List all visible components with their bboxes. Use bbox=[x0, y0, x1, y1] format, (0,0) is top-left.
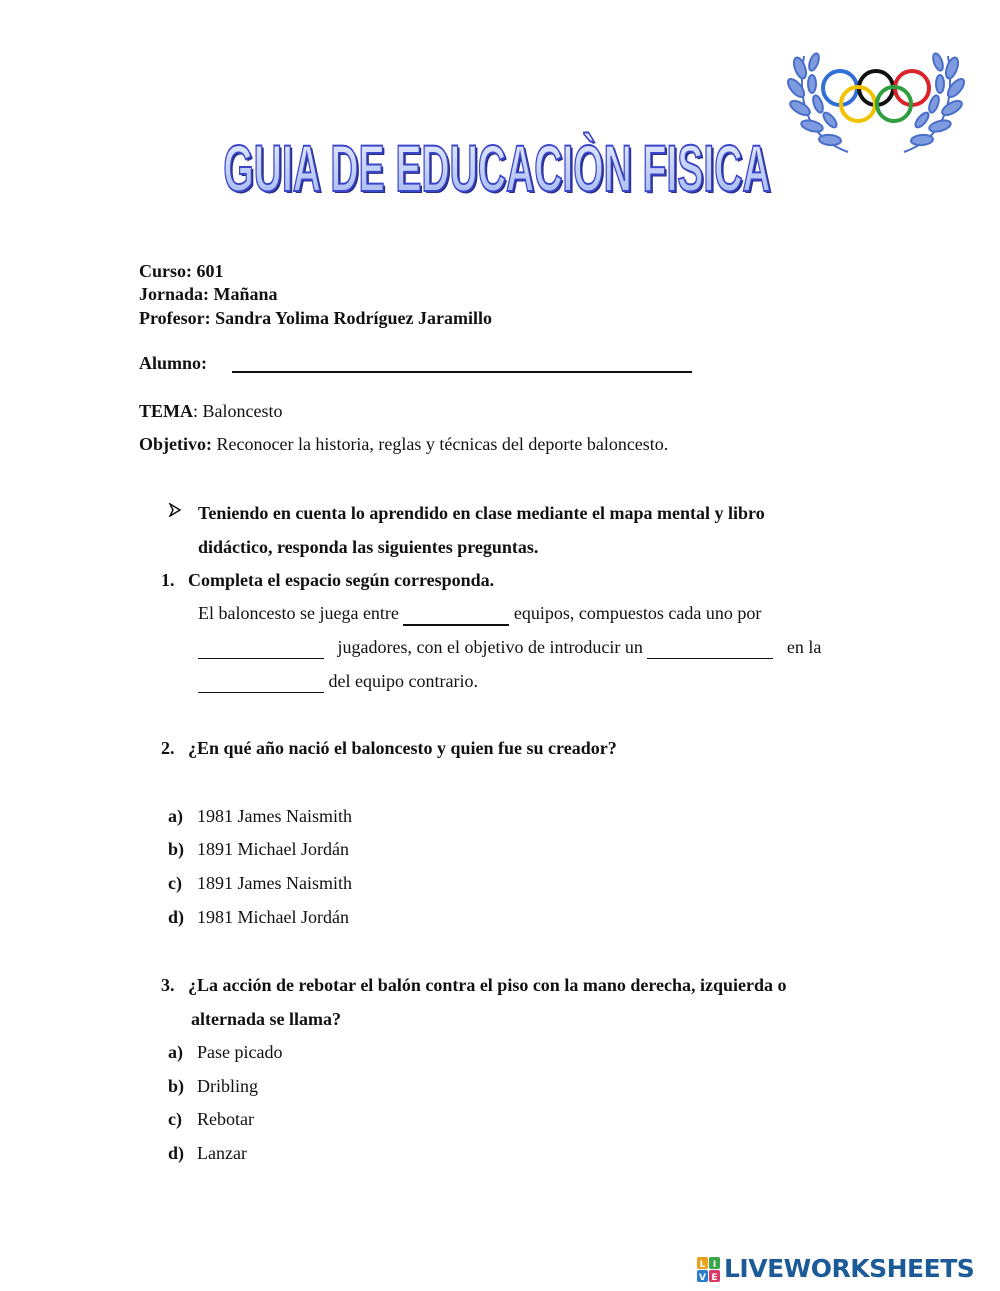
option-text: Lanzar bbox=[197, 1143, 247, 1163]
option-text: 1891 Michael Jordán bbox=[197, 839, 349, 859]
option-letter: b) bbox=[168, 839, 185, 859]
q1-line-3 bbox=[198, 670, 478, 693]
blank-players[interactable] bbox=[198, 636, 324, 659]
blank-object[interactable] bbox=[647, 636, 773, 659]
question-text: Completa el espacio según corresponda. bbox=[188, 570, 495, 590]
q3-option-d[interactable] bbox=[168, 1142, 247, 1164]
question-2 bbox=[161, 737, 617, 759]
q1-line-2 bbox=[198, 636, 821, 659]
topic-value: : Baloncesto bbox=[193, 401, 283, 421]
q2-option-a[interactable] bbox=[168, 805, 352, 827]
option-letter: a) bbox=[168, 1042, 183, 1062]
arrow-bullet-icon bbox=[168, 503, 182, 522]
q1-line-1 bbox=[198, 602, 761, 626]
option-letter: a) bbox=[168, 806, 183, 826]
worksheet-title bbox=[218, 125, 778, 205]
option-letter: c) bbox=[168, 873, 182, 893]
student-name-line[interactable] bbox=[232, 371, 692, 373]
option-text: Rebotar bbox=[197, 1109, 254, 1129]
svg-text:GUIA DE EDUCACIÒN FISICA: GUIA DE EDUCACIÒN FISICA bbox=[225, 134, 773, 205]
q2-option-c[interactable] bbox=[168, 872, 352, 894]
olympic-rings-icon bbox=[823, 71, 929, 121]
question-number: 2. bbox=[161, 738, 175, 758]
objective-line bbox=[139, 433, 668, 455]
topic-label: TEMA bbox=[139, 401, 193, 421]
question-3-line-2: alternada se llama? bbox=[191, 1009, 341, 1029]
q2-option-d[interactable] bbox=[168, 906, 349, 928]
laurel-right-icon bbox=[904, 52, 966, 152]
q3-option-a[interactable] bbox=[168, 1041, 282, 1063]
option-letter: c) bbox=[168, 1109, 182, 1129]
instruction-line-1: Teniendo en cuenta lo aprendido en clase mediante el mapa mental y libro bbox=[198, 503, 765, 523]
blank-target[interactable] bbox=[198, 670, 324, 693]
option-text: Dribling bbox=[197, 1076, 258, 1096]
q2-option-b[interactable] bbox=[168, 838, 349, 860]
instruction-line-2: didáctico, responda las siguientes preguntas. bbox=[198, 537, 539, 557]
liveworksheets-brand: LIVEWORKSHEETS bbox=[724, 1254, 975, 1283]
q3-option-b[interactable] bbox=[168, 1075, 258, 1097]
question-number: 1. bbox=[161, 570, 175, 590]
svg-text:E: E bbox=[711, 1273, 718, 1283]
svg-text:V: V bbox=[699, 1273, 706, 1283]
liveworksheets-badge-icon bbox=[696, 1256, 722, 1284]
option-letter: b) bbox=[168, 1076, 185, 1096]
svg-text:GUIA DE EDUCACIÒN FISICA: GUIA DE EDUCACIÒN FISICA bbox=[223, 132, 771, 205]
laurel-left-icon bbox=[786, 52, 848, 152]
blank-teams[interactable] bbox=[403, 602, 509, 626]
question-3 bbox=[161, 974, 786, 996]
option-letter: d) bbox=[168, 907, 185, 927]
question-text: ¿La acción de rebotar el balón contra el piso con la mano derecha, izquierda o bbox=[188, 975, 787, 995]
objective-label: Objetivo: bbox=[139, 434, 212, 454]
shift-label: Jornada: Mañana bbox=[139, 284, 278, 304]
option-text: 1981 James Naismith bbox=[197, 806, 352, 826]
option-text: 1981 Michael Jordán bbox=[197, 907, 349, 927]
question-text: ¿En qué año nació el baloncesto y quien fue su creador? bbox=[188, 738, 617, 758]
question-number: 3. bbox=[161, 975, 175, 995]
option-text: Pase picado bbox=[197, 1042, 283, 1062]
option-text: 1891 James Naismith bbox=[197, 873, 352, 893]
q1-text-1: El baloncesto se juega entre bbox=[198, 603, 404, 623]
svg-text:L: L bbox=[699, 1260, 706, 1270]
q1-text-3: jugadores, con el objetivo de introducir un bbox=[337, 637, 648, 657]
topic-line bbox=[139, 400, 282, 422]
course-label: Curso: 601 bbox=[139, 261, 224, 281]
q1-text-5: del equipo contrario. bbox=[324, 671, 478, 691]
objective-value: Reconocer la historia, reglas y técnicas del deporte baloncesto. bbox=[211, 434, 669, 454]
q1-text-2: equipos, compuestos cada uno por bbox=[509, 603, 762, 623]
q3-option-c[interactable] bbox=[168, 1108, 254, 1130]
option-letter: d) bbox=[168, 1143, 185, 1163]
olympic-logo bbox=[786, 40, 966, 158]
teacher-label: Profesor: Sandra Yolima Rodríguez Jaramillo bbox=[139, 308, 492, 328]
student-label: Alumno: bbox=[139, 353, 208, 373]
q1-text-4: en la bbox=[786, 637, 822, 657]
liveworksheets-logo bbox=[696, 1255, 996, 1285]
question-1 bbox=[161, 569, 494, 591]
svg-text:I: I bbox=[712, 1260, 717, 1270]
